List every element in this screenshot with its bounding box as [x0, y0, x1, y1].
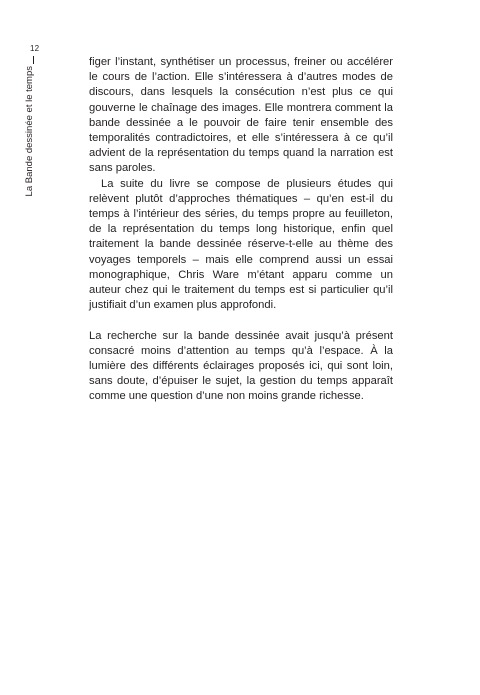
- running-head-rule: [33, 56, 34, 64]
- paragraph-book-structure: La suite du livre se compose de plusieurs études qui relèvent plutôt d’approches thématiques – qu’en est-il du temps à l’intérieur des séries, du temps propre au feuilleton, de la représentation du temps long historique, enfin quel traitement la bande dessinée réserve-t-elle au thème des voyages temporels – mais elle comprend aussi un essai monographique, Chris Ware m’étant apparu comme un auteur chez qui le traitement du temps est si particulier qu’il justifiait d’un examen plus approfondi.: [89, 177, 393, 312]
- page-number: 12: [30, 44, 40, 53]
- body-text: [89, 55, 393, 405]
- paragraph-continuation: figer l’instant, synthétiser un processus, freiner ou accélérer le cours de l’action. Elle s’intéressera à d’autres modes de discours, dans lesquels la consécution n’est plus ce qui gouverne le chaînage des images. Elle montrera comment la bande dessinée a le pouvoir de faire tenir ensemble des temporalités contradictoires, et elle s’intéressera à ce qu’il advient de la représentation du temps quand la narration est sans paroles.: [89, 56, 393, 175]
- paragraph-conclusion: La recherche sur la bande dessinée avait jusqu’à présent consacré moins d’attention au temps qu’à l’espace. À la lumière des différents éclairages proposés ici, qui sont loin, sans doute, d’épuiser le sujet, la gestion du temps apparaît comme une question d’une non moins grande richesse.: [89, 329, 393, 403]
- running-head: La Bande dessinée et le temps: [24, 66, 35, 197]
